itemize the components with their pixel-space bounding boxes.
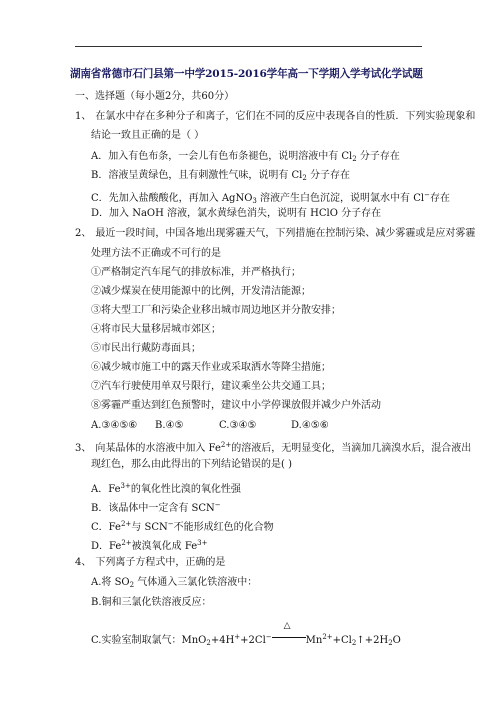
q4-option-c: C.实验室制取氯气：MnO$_2$+4H++2Cl− △ $Mn^{2+}+Cl_2↑+2H_2O$: [91, 621, 401, 647]
heat-triangle-icon: △: [283, 621, 291, 631]
q4-number: 4、: [75, 557, 92, 568]
q2-item-1: ①严格制定汽车尾气的排放标准，并严格执行；: [91, 267, 301, 278]
q3-stem-line2: 现红色，那么由此得出的下列结论错误的是( ): [91, 459, 292, 470]
q1-stem-line1: 1、 在氯水中存在多种分子和离子，它们在不同的反应中表现各自的性质．下列实验现象和: [75, 111, 476, 122]
q4-option-a: A.将 $SO_2$ 气体通入三氯化铁溶液中：: [91, 577, 258, 589]
q2-option-b: B.④⑤: [155, 420, 184, 431]
q1-option-c: C．先加入盐酸酸化，再加入 AgNO$_3$ 溶液产生白色沉淀，说明氯水中有 Cl−存在: [91, 191, 450, 205]
q1-stem-line2: 结论一致且正确的是（ ）: [91, 130, 205, 141]
q2-item-2: ②减少煤炭在使用能源中的比例，开发清洁能源；: [91, 286, 311, 297]
q1-option-b: B．溶液呈黄绿色，且有刺激性气味，说明有 $Cl_2$ 分子存在: [91, 170, 351, 182]
q2-item-5: ⑤市民出行戴防毒面具；: [91, 343, 201, 354]
heat-arrow-icon: [272, 621, 306, 644]
q2-stem-line2: 处理方法不正确或不可行的是: [91, 248, 221, 259]
q1-number: 1、: [75, 111, 92, 122]
q2-option-a: A.③④⑤⑥: [91, 420, 138, 431]
q3-option-a: A．$Fe^{3+}$的氧化性比溴的氧化性强: [91, 482, 241, 495]
header-rule: [75, 46, 422, 47]
q1-option-d: D．加入 NaOH 溶液，氯水黄绿色消失，说明有 HClO 分子存在: [91, 208, 382, 219]
q2-number: 2、: [75, 228, 92, 239]
q3-number: 3、: [75, 443, 92, 454]
q2-item-6: ⑥减少城市施工中的露天作业或采取洒水等降尘措施；: [91, 362, 331, 373]
q1-option-a: A．加入有色布条，一会儿有色布条褪色，说明溶液中有 $Cl_2$ 分子存在: [91, 151, 400, 163]
q3-option-b: B．该晶体中一定含有 SCN−: [91, 501, 221, 514]
q2-stem-line1: 2、 最近一段时间，中国各地出现雾霾天气，下列措施在控制污染、减少雾霾或是应对雾霾: [75, 228, 476, 239]
section-heading: 一、选择题（每小题2分，共60分）: [75, 91, 235, 102]
q4-stem: 4、 下列离子方程式中，正确的是: [75, 557, 226, 568]
q2-item-7: ⑦汽车行驶使用单双号限行，建议乘坐公共交通工具；: [91, 381, 331, 392]
q2-item-8: ⑧雾霾严重达到红色预警时，建议中小学停课放假并减少户外活动: [91, 400, 381, 411]
q2-options: [91, 420, 329, 432]
q2-option-c: C.③④⑤: [219, 420, 257, 431]
page-title: 湖南省常德市石门县第一中学2015-2016学年高一下学期入学考试化学试题: [70, 68, 423, 80]
q3-stem-line1: 3、 向某晶体的水溶液中加入 $Fe^{2+}$的溶液后，无明显变化，当滴加几滴溴水后，混合液出: [75, 441, 472, 454]
q2-item-3: ③将大型工厂和污染企业移出城市周边地区并分散安排；: [91, 305, 341, 316]
q4-option-b: B.铜和三氯化铁溶液反应：: [91, 597, 212, 608]
q2-item-4: ④将市民大量移居城市郊区；: [91, 324, 221, 335]
q3-option-d: D．$Fe^{2+}$被溴氧化成 $Fe^{3+}$: [91, 539, 208, 552]
q3-option-c: C．$Fe^{2+}$与 SCN−不能形成红色的化合物: [91, 520, 274, 533]
q2-option-d: D.④⑤⑥: [291, 420, 329, 431]
